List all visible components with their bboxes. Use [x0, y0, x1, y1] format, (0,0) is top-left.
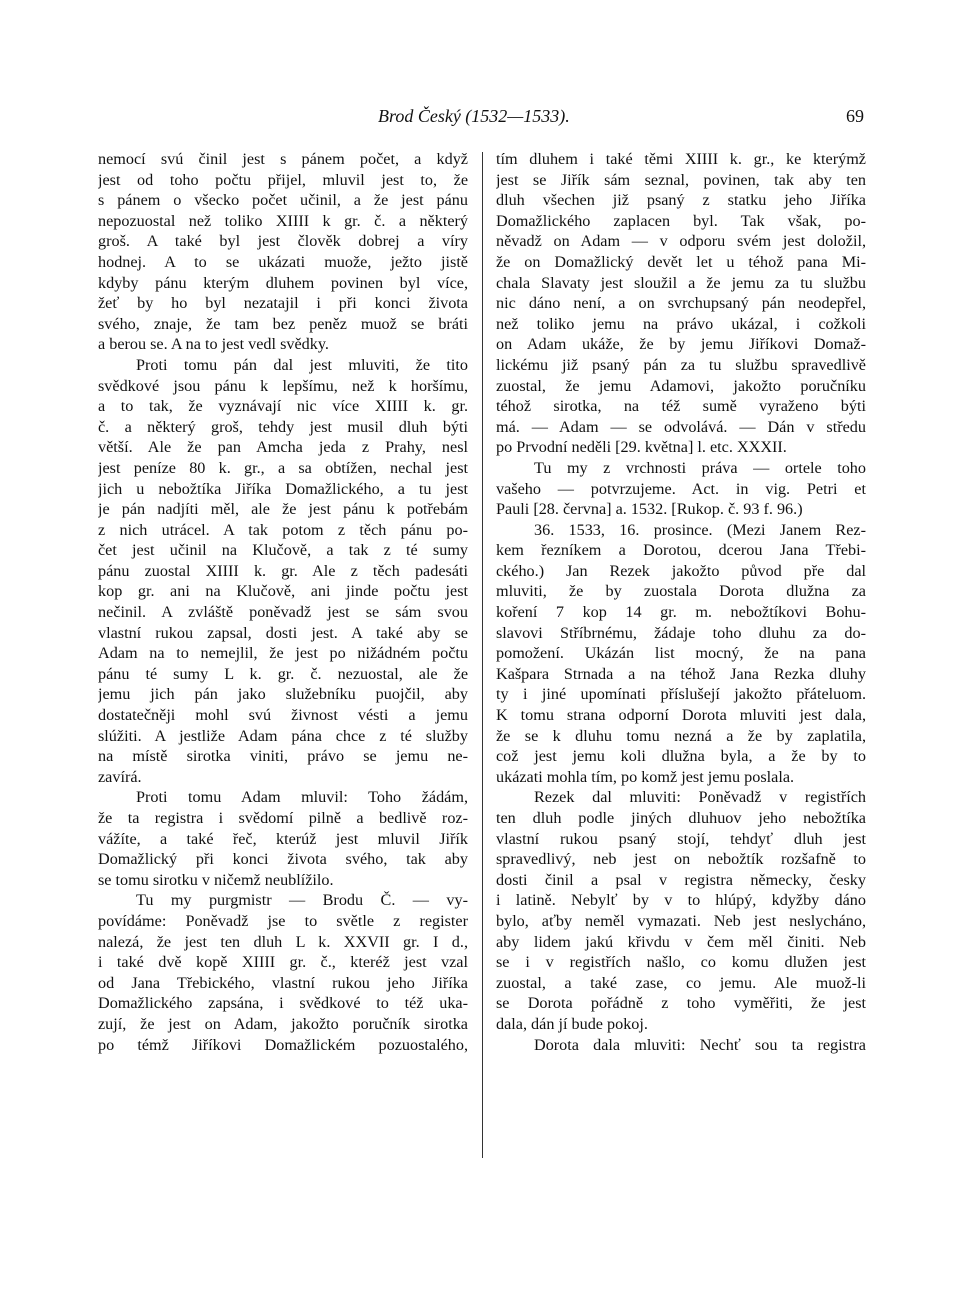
text-line: Pauli [28. června] a. 1532. [Rukop. č. 93 f. 96.) [496, 500, 803, 519]
text-line: nemocí svú činil jest s pánem počet, a když [98, 150, 468, 168]
text-line: kem řezníkem a Dorotou, dcerou Jana Třebi- [496, 541, 866, 560]
text-line: dosti činil a psal v registra německy, česky [496, 870, 866, 889]
text-line: Domažlický při konci života svého, tak aby [98, 850, 468, 869]
text-line: něvadž on Adam — v odporu svém jest doložil, [496, 232, 866, 251]
text-line: Domažlického zaplacen byl. Tak však, po- [496, 211, 866, 230]
text-line: slúžiti. A jestliže Adam pána chce z té služby [98, 726, 468, 745]
text-line: a berou se. A na to jest vedl svědky. [98, 335, 329, 354]
text-line: ten dluh podle jiných dluhuov jeho nebožtíka [496, 809, 866, 827]
text-line: svého, znaje, že tam bez peněz muož se bráti [98, 314, 468, 333]
text-line: nepozuostal než toliko XIIII k gr. č. a některý [98, 211, 468, 230]
text-line: pomožení. Ukázán list mocný, že na pana [496, 644, 866, 663]
text-line: má. — Adam — se odvolává. — Dán v středu [496, 417, 866, 436]
running-header-title: Brod Český (1532—1533). [378, 106, 570, 126]
text-line: téhož sirotka, na též sumě vyraženo býti [496, 397, 866, 416]
text-line: vlastní rukou zapsal, dosti jest. A také aby se [98, 623, 468, 642]
text-line: dostatečněji mohl svú živnost vésti a jemu [98, 706, 468, 725]
text-line: od Jana Třebického, vlastní rukou jeho Jiříka [98, 973, 468, 992]
text-line: ty i jiné upomínati příslušejí jakožto přáteluom. [496, 685, 866, 704]
text-line: i latině. Nebylť by v to hlúpý, kdyžby dáno [496, 891, 866, 910]
text-line: Rezek dal mluviti: Poněvadž v registřích [534, 788, 866, 807]
text-line: povídáme: Poněvadž jse to světle z register [98, 911, 468, 930]
text-line: nic dáno není, a on svrchupsaný pán neodepřel, [496, 294, 866, 313]
text-line: pánu zuostal XIIII k. gr. Ale z těch padesáti [98, 561, 468, 580]
text-line: ukázati mohla tím, po komž jest jemu poslala. [496, 767, 795, 786]
text-line: a to tak, že vyznávají nic více XIIII k. gr. [98, 397, 468, 416]
text-line: svědkové jsou pánu k lepšímu, než k horšímu, [98, 376, 468, 395]
text-line: dala, dán jí bude pokoj. [496, 1014, 648, 1033]
text-line: vážíte, a také řeč, kterúž jest mluvil Jiřík [98, 829, 468, 848]
text-line: groš. A také byl jest člověk dobrej a víry [98, 232, 468, 251]
text-line: se Dorota pořádně z toho vyměřiti, že jest [496, 994, 866, 1013]
text-line: vlastní rukou psaný stojí, tehdyť dluh jest [496, 829, 866, 848]
text-line: Kašpara Strnada a na téhož Jana Rezka dluhy [496, 664, 866, 683]
text-line: Tu my purgmistr — Brodu Č. — vy- [136, 891, 468, 910]
text-line: jemu jich pán jako služebníku puojčil, aby [98, 685, 468, 704]
text-line: s pánem o všecko počet učinil, a že jest pánu [98, 191, 468, 210]
text-line: nečinil. A zvláště poněvadž jest se sám svou [98, 603, 468, 622]
text-line: nalezá, že jest ten dluh L k. XXVII gr. I d., [98, 932, 468, 951]
text-line: pánu té sumy L k. gr. č. nezuostal, ale že [98, 664, 468, 683]
text-line: slavovi Stříbrnému, žádaje toho dluhu za do- [496, 623, 866, 642]
text-line: jest se Jiřík sám seznal, povinen, tak aby ten [496, 170, 866, 189]
text-line: Proti tomu Adam mluvil: Toho žádám, [136, 788, 468, 807]
text-line: Dorota dala mluviti: Nechť sou ta registra [534, 1035, 866, 1054]
text-line: po témž Jiříkovi Domažlickém pozuostalého, [98, 1035, 468, 1054]
page-number: 69 [846, 106, 864, 126]
text-line: než toliko jemu na právo ukázal, i cožkoli [496, 314, 866, 333]
right-column [496, 149, 866, 1055]
text-line: č. a některý groš, tehdy jest musil dluh býti [98, 417, 468, 436]
text-line: koření 7 kop 14 gr. m. nebožtíkovi Bohu- [496, 603, 866, 622]
text-line: 36. 1533, 16. prosince. (Mezi Janem Rez- [534, 520, 866, 539]
text-line: vašeho — potvrzujeme. Act. in vig. Petri et [496, 479, 866, 498]
text-line: žeť by ho byl nezatajil i při konci života [98, 294, 468, 313]
text-line: jest od toho počtu přijel, mluvil jest to, že [98, 170, 468, 189]
text-line: že ta registra i svědomí pilně a bedlivě roz- [98, 809, 468, 827]
text-line: mluviti, že by zuostala Dorota dlužna za [496, 582, 866, 601]
text-line: kop gr. ani na Klučově, ani jinde počtu jest [98, 582, 468, 601]
text-line: Adam na to nemejlil, že jest po nižádném počtu [98, 644, 468, 663]
text-line: spravedlivý, neb jest on nebožtík rozšafně to [496, 850, 866, 869]
text-line: čet jest učinil na Klučově, a tak z té sumy [98, 541, 468, 560]
text-line: lickému již psaný pán za tu službu spravedlivě [496, 355, 866, 374]
text-line: i také dvě kopě XIIII gr. č., kteréž jest vzal [98, 953, 468, 972]
text-line: hodnej. A to se ukázati muože, ježto jistě [98, 252, 468, 271]
text-line: bylo, aťby neměl vymazati. Neb jest neslycháno, [496, 911, 866, 930]
text-line: zuostal, že jemu Adamovi, jakožto poručníku [496, 376, 866, 395]
text-line: jest peníze 80 k. gr., a sa obtížen, nechal jest [98, 458, 468, 477]
text-line: z nich utrácel. A tak potom z těch pánu po- [98, 520, 468, 539]
column-divider [482, 152, 483, 1158]
text-line: Proti tomu pán dal jest mluviti, že tito [136, 355, 468, 374]
text-line: aby lidem jakú křivdu v čem měl činiti. Neb [496, 932, 866, 951]
text-line: on Adam ukáže, že by jemu Jiříkovi Domaž- [496, 335, 866, 354]
text-line: ckého.) Jan Rezek jakožto původ pře dal [496, 561, 866, 580]
text-line: což jest jemu koli dlužna byla, a že by to [496, 747, 866, 766]
text-line: že on Domažlický devět let u téhož pana Mi- [496, 252, 866, 271]
text-line: po Prvodní neděli [29. května] l. etc. XXXII. [496, 438, 787, 457]
text-line: se i v registřích našlo, co komu dlužen jest [496, 953, 866, 972]
text-line: Tu my z vrchnosti práva — ortele toho [534, 458, 866, 477]
text-line: zují, že jest on Adam, jakožto poručník sirotka [98, 1014, 468, 1033]
text-line: že se k dluhu tomu nezná a že by zaplatila, [496, 726, 866, 745]
text-line: tím dluhem i také těmi XIIII k. gr., ke kterýmž [496, 150, 866, 168]
text-line: K tomu strana odporní Dorota mluviti jest dala, [496, 706, 866, 725]
text-line: dluh všechen již psaný z statku jeho Jiříka [496, 191, 866, 210]
left-column [98, 149, 468, 1055]
text-line: se tomu sirotku v ničemž neublížilo. [98, 870, 334, 889]
text-line: kdyby pánu kterým dluhem povinen byl více, [98, 273, 468, 292]
text-line: Domažlického zapsána, i svědkové to též uka- [98, 994, 468, 1013]
text-line: je pán nadjíti měl, ale že jest pánu k potřebám [98, 500, 468, 519]
text-line: na místě sirotka viniti, právo se jemu ne- [98, 747, 468, 766]
text-line: větší. Ale že pan Amcha jeda z Prahy, nesl [98, 438, 468, 457]
text-line: zuostal, a také zase, co jemu. Ale muož-li [496, 973, 866, 992]
text-line: jich u nebožtíka Jiříka Domažlického, a tu jest [98, 479, 468, 498]
text-line: zavírá. [98, 767, 142, 786]
text-line: chala Slavaty jest sloužil a že jemu za tu službu [496, 273, 866, 292]
